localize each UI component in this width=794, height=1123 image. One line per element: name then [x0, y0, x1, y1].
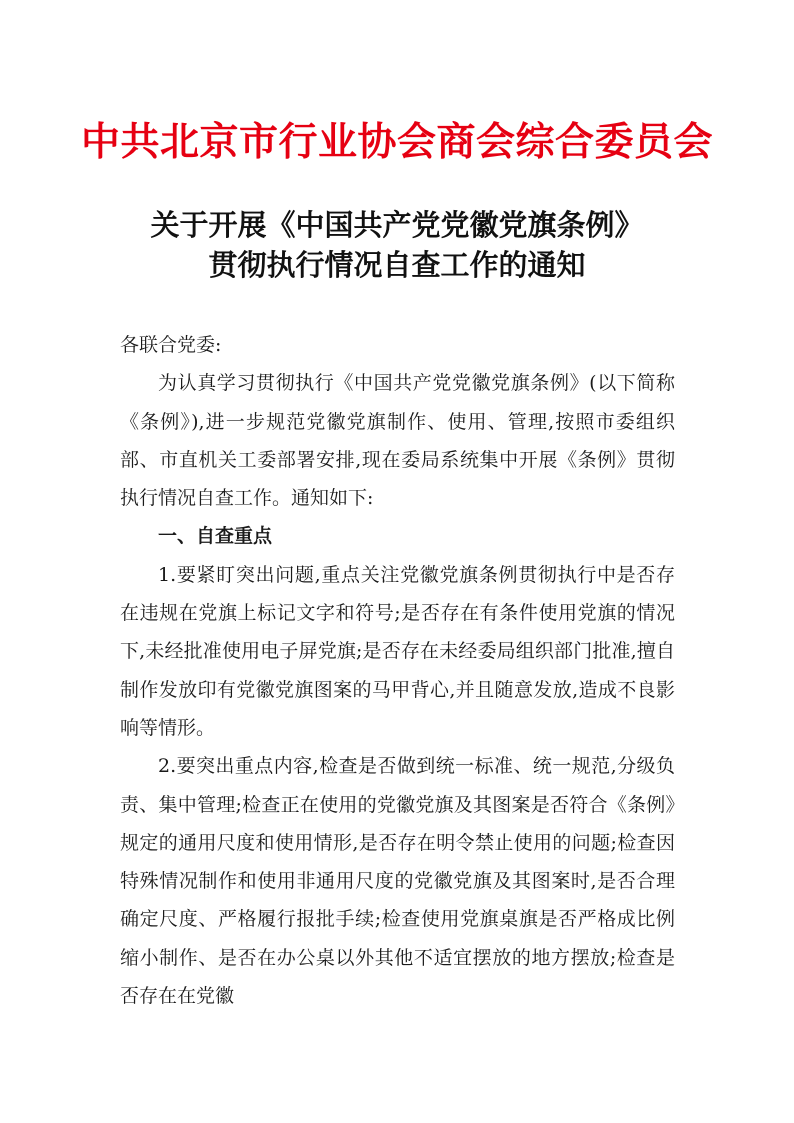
- intro-paragraph: 为认真学习贯彻执行《中国共产党党徽党旗条例》(以下简称《条例》),进一步规范党徽党旗制作、使用、管理,按照市委组织部、市直机关工委部署安排,现在委局系统集中开展《条例》贯彻执行情况自查工作。通知如下:: [120, 372, 675, 510]
- list-item-1: 1.要紧盯突出问题,重点关注党徽党旗条例贯彻执行中是否存在违规在党旗上标记文字和符号;是否存在有条件使用党旗的情况下,未经批准使用电子屏党旗;是否存在未经委局组织部门批准,擅自制作发放印有党徽党旗图案的马甲背心,并且随意发放,造成不良影响等情形。: [120, 563, 675, 739]
- document-body: [120, 326, 675, 1015]
- salutation: 各联合党委:: [120, 334, 222, 356]
- org-header: 中共北京市行业协会商会综合委员会: [80, 119, 713, 165]
- title-line-1: 关于开展《中国共产党党徽党旗条例》: [150, 208, 644, 242]
- list-item-2: 2.要突出重点内容,检查是否做到统一标准、统一规范,分级负责、集中管理;检查正在使用的党徽党旗及其图案是否符合《条例》规定的通用尺度和使用情形,是否存在明令禁止使用的问题;检查因特殊情况制作和使用非通用尺度的党徽党旗及其图案时,是否合理确定尺度、严格履行报批手续;检查使用党旗桌旗是否严格成比例缩小制作、是否在办公桌以外其他不适宜摆放的地方摆放;检查是否存在在党徽: [120, 755, 675, 1008]
- section-heading-1: 一、自查重点: [158, 525, 273, 548]
- title-line-2: 贯彻执行情况自查工作的通知: [208, 248, 586, 282]
- document-title: [0, 205, 794, 285]
